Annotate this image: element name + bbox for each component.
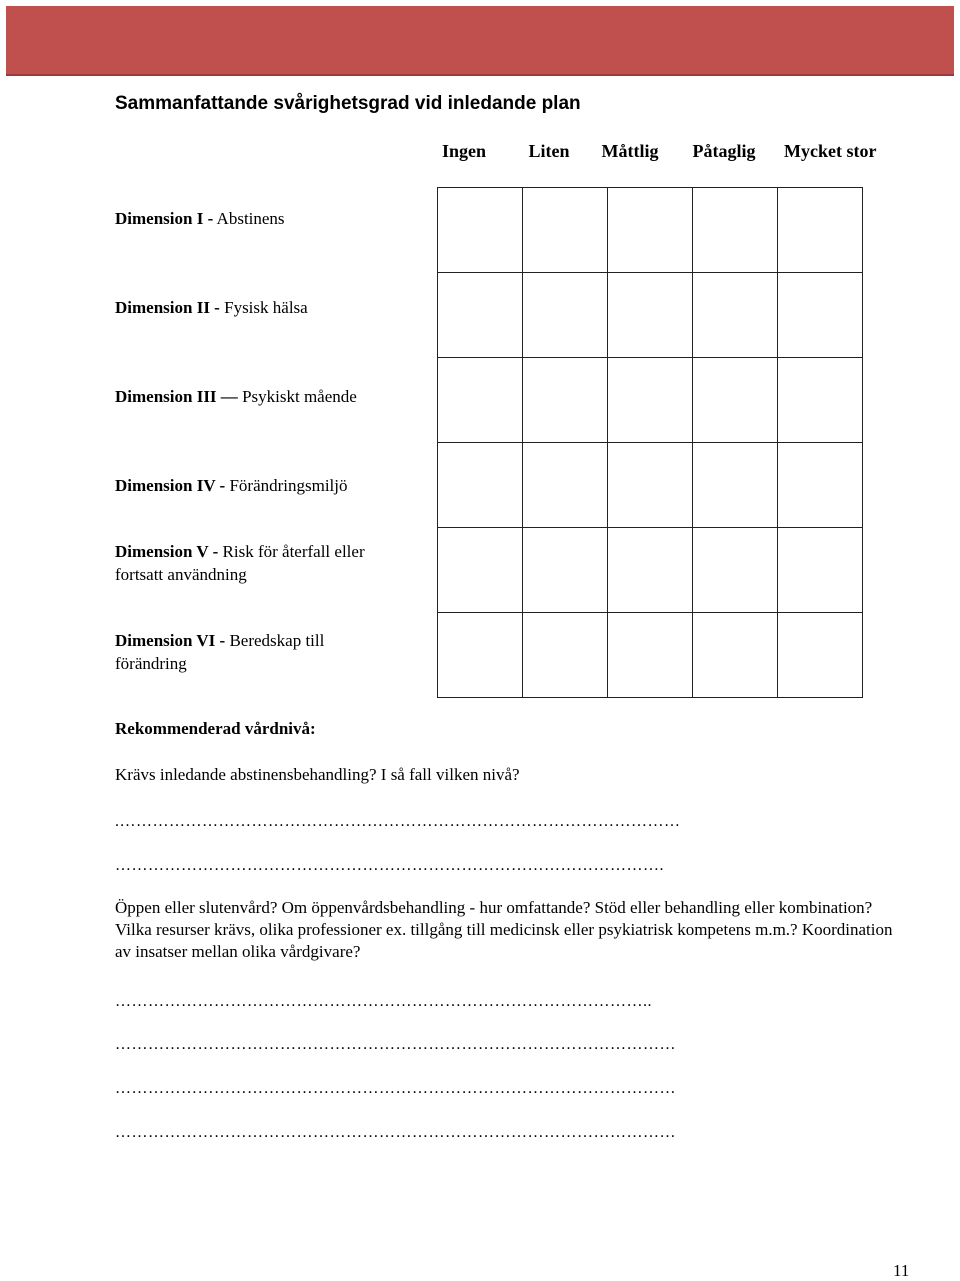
rating-box[interactable] bbox=[693, 188, 778, 273]
rating-box[interactable] bbox=[608, 358, 693, 443]
grid-row-6 bbox=[438, 613, 863, 698]
dimension-label-2 bbox=[115, 296, 308, 319]
rating-box[interactable] bbox=[608, 443, 693, 528]
answer-line[interactable]: ………………………………………………………………………………………… bbox=[115, 1080, 676, 1097]
rating-box[interactable] bbox=[608, 528, 693, 613]
page-number: 11 bbox=[893, 1261, 910, 1280]
grid-row-5 bbox=[438, 528, 863, 613]
column-header-liten: Liten bbox=[528, 141, 570, 161]
rating-box[interactable] bbox=[608, 188, 693, 273]
rating-box[interactable] bbox=[438, 188, 523, 273]
grid-row-3 bbox=[438, 358, 863, 443]
column-header-mattlig: Måttlig bbox=[601, 141, 659, 161]
answer-line[interactable]: .………………………………………………………………………………………… bbox=[115, 813, 681, 830]
rating-box[interactable] bbox=[523, 358, 608, 443]
answer-line[interactable]: ………………………………………………………………………………………… bbox=[115, 1124, 676, 1141]
rating-box[interactable] bbox=[523, 613, 608, 698]
dimension-text: Abstinens bbox=[213, 209, 285, 228]
dimension-name: Dimension II - bbox=[115, 298, 220, 317]
rating-box[interactable] bbox=[523, 528, 608, 613]
dimension-text: Fysisk hälsa bbox=[219, 298, 308, 317]
dimension-text: Psykiskt mående bbox=[237, 387, 357, 406]
dimension-label-3 bbox=[115, 385, 357, 408]
dimension-text: Risk för återfall eller bbox=[218, 542, 365, 561]
grid-row-1 bbox=[438, 188, 863, 273]
rating-box[interactable] bbox=[778, 273, 863, 358]
rating-box[interactable] bbox=[778, 188, 863, 273]
grid-row-4 bbox=[438, 443, 863, 528]
dimension-name: Dimension III — bbox=[115, 387, 238, 406]
rating-box[interactable] bbox=[438, 613, 523, 698]
answer-line[interactable]: …………………………………………………………………………………….. bbox=[115, 993, 652, 1010]
rating-box[interactable] bbox=[778, 528, 863, 613]
answer-line[interactable]: ………………………………………………………………………………………. bbox=[115, 857, 664, 874]
rating-box[interactable] bbox=[438, 443, 523, 528]
dimension-text-line2: fortsatt användning bbox=[115, 565, 247, 584]
rating-box[interactable] bbox=[693, 358, 778, 443]
rating-box[interactable] bbox=[778, 443, 863, 528]
grid-row-2 bbox=[438, 273, 863, 358]
dimension-label-6 bbox=[115, 629, 324, 675]
dimension-text: Beredskap till bbox=[225, 631, 325, 650]
rating-box[interactable] bbox=[523, 188, 608, 273]
rating-box[interactable] bbox=[693, 528, 778, 613]
dimension-name: Dimension IV - bbox=[115, 476, 226, 495]
dimension-label-5 bbox=[115, 540, 365, 586]
rating-grid bbox=[437, 187, 863, 698]
question-care-setting: Öppen eller slutenvård? Om öppenvårdsbehandling - hur omfattande? Stöd eller behandling eller kombination? Vilka resurser krävs, olika professioner ex. tillgång till medicinsk eller psykiatrisk kompetens m.m.? Koordination av insatser mellan olika vårdgivare? bbox=[115, 898, 893, 961]
answer-line[interactable]: ………………………………………………………………………………………… bbox=[115, 1036, 676, 1053]
header-color-bar bbox=[6, 6, 954, 76]
rating-box[interactable] bbox=[608, 613, 693, 698]
header-band bbox=[0, 0, 960, 75]
page-title: Sammanfattande svårighetsgrad vid inledande plan bbox=[115, 93, 581, 114]
rating-box[interactable] bbox=[778, 358, 863, 443]
rating-box[interactable] bbox=[438, 528, 523, 613]
rating-box[interactable] bbox=[438, 273, 523, 358]
rating-box[interactable] bbox=[608, 273, 693, 358]
dimension-label-1 bbox=[115, 207, 285, 230]
rating-box[interactable] bbox=[438, 358, 523, 443]
recommendation-heading: Rekommenderad vårdnivå: bbox=[115, 719, 316, 738]
rating-box[interactable] bbox=[523, 443, 608, 528]
column-header-pataglig: Påtaglig bbox=[692, 141, 756, 161]
column-header-mycket-stor: Mycket stor bbox=[784, 141, 877, 161]
dimension-label-4 bbox=[115, 474, 348, 497]
dimension-name: Dimension V - bbox=[115, 542, 219, 561]
question-abstinence: Krävs inledande abstinensbehandling? I så fall vilken nivå? bbox=[115, 765, 520, 784]
rating-box[interactable] bbox=[693, 443, 778, 528]
rating-box[interactable] bbox=[693, 613, 778, 698]
column-header-ingen: Ingen bbox=[441, 141, 486, 161]
rating-box[interactable] bbox=[778, 613, 863, 698]
dimension-text: Förändringsmiljö bbox=[225, 476, 348, 495]
rating-box[interactable] bbox=[523, 273, 608, 358]
dimension-name: Dimension I - bbox=[115, 209, 214, 228]
dimension-name: Dimension VI - bbox=[115, 631, 226, 650]
dimension-text-line2: förändring bbox=[115, 654, 187, 673]
rating-box[interactable] bbox=[693, 273, 778, 358]
